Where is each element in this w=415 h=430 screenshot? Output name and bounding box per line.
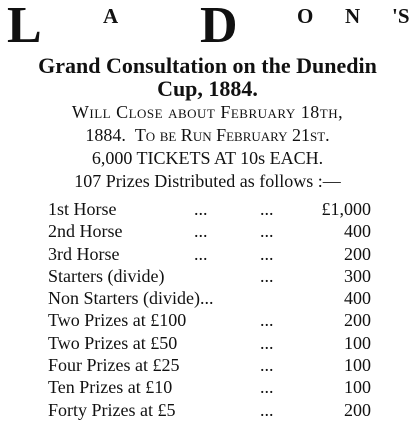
prize-label: Starters (divide) bbox=[48, 265, 165, 286]
prize-label: Four Prizes at £25 bbox=[48, 355, 180, 376]
run-date-line bbox=[0, 125, 415, 145]
prize-row bbox=[0, 198, 415, 220]
prizes-intro: 107 Prizes Distributed as follows :— bbox=[74, 171, 341, 191]
consultation-heading: Grand Consultation on the Dunedin bbox=[38, 53, 377, 78]
masthead-letter: N bbox=[345, 4, 361, 28]
prize-label: 2nd Horse bbox=[48, 221, 123, 242]
leader-dots: ... bbox=[260, 221, 274, 242]
leader-dots: ... bbox=[260, 355, 274, 376]
run-date-text: To be Run February 21st. bbox=[134, 125, 330, 145]
prize-amount: 100 bbox=[344, 332, 371, 353]
leader-dots: ... bbox=[260, 332, 274, 353]
prize-label: Two Prizes at £50 bbox=[48, 332, 178, 353]
prize-amount: 400 bbox=[344, 221, 371, 242]
prize-row bbox=[0, 287, 415, 309]
masthead-letter: A bbox=[103, 4, 119, 28]
leader-dots: ... bbox=[260, 199, 274, 219]
leader-dots: ... bbox=[260, 377, 274, 398]
leader-dots: ... bbox=[260, 399, 274, 420]
run-year: 1884. bbox=[85, 125, 126, 145]
prize-row bbox=[0, 399, 415, 421]
prize-label: Ten Prizes at £10 bbox=[48, 377, 173, 398]
prize-row bbox=[0, 309, 415, 331]
prize-label: Non Starters (divide)... bbox=[48, 288, 214, 309]
prize-amount: 200 bbox=[344, 399, 371, 420]
close-date-line: Will Close about February 18th, bbox=[71, 102, 344, 122]
prize-row bbox=[0, 376, 415, 398]
prize-row bbox=[0, 265, 415, 287]
prize-row bbox=[0, 332, 415, 354]
leader-dots: ... bbox=[260, 310, 274, 331]
prize-row bbox=[0, 220, 415, 242]
consultation-heading-year: Cup, 1884. bbox=[157, 76, 258, 101]
prize-amount: 200 bbox=[344, 243, 371, 264]
leader-dots: ... bbox=[260, 265, 274, 286]
prize-label: 1st Horse bbox=[48, 199, 117, 219]
leader-dots: ... bbox=[194, 199, 208, 219]
masthead-letter: D bbox=[200, 0, 238, 54]
prize-label: 3rd Horse bbox=[48, 243, 120, 264]
prize-amount: 100 bbox=[344, 355, 371, 376]
prize-amount: 300 bbox=[344, 265, 371, 286]
prize-label: Two Prizes at £100 bbox=[48, 310, 187, 331]
tickets-line: 6,000 TICKETS AT 10s EACH. bbox=[91, 148, 324, 168]
prize-amount: £1,000 bbox=[321, 199, 371, 219]
leader-dots: ... bbox=[194, 243, 208, 264]
leader-dots: ... bbox=[260, 243, 274, 264]
prize-amount: 400 bbox=[344, 288, 371, 309]
prize-label: Forty Prizes at £5 bbox=[48, 399, 176, 420]
masthead-letter: L bbox=[7, 0, 42, 54]
prize-amount: 200 bbox=[344, 310, 371, 331]
masthead-title bbox=[0, 0, 415, 52]
masthead-letter: 'S bbox=[392, 4, 410, 28]
leader-dots: ... bbox=[194, 221, 208, 242]
prize-row bbox=[0, 243, 415, 265]
masthead-letter: O bbox=[297, 4, 314, 28]
prize-row bbox=[0, 354, 415, 376]
prize-amount: 100 bbox=[344, 377, 371, 398]
prize-list bbox=[0, 198, 415, 421]
